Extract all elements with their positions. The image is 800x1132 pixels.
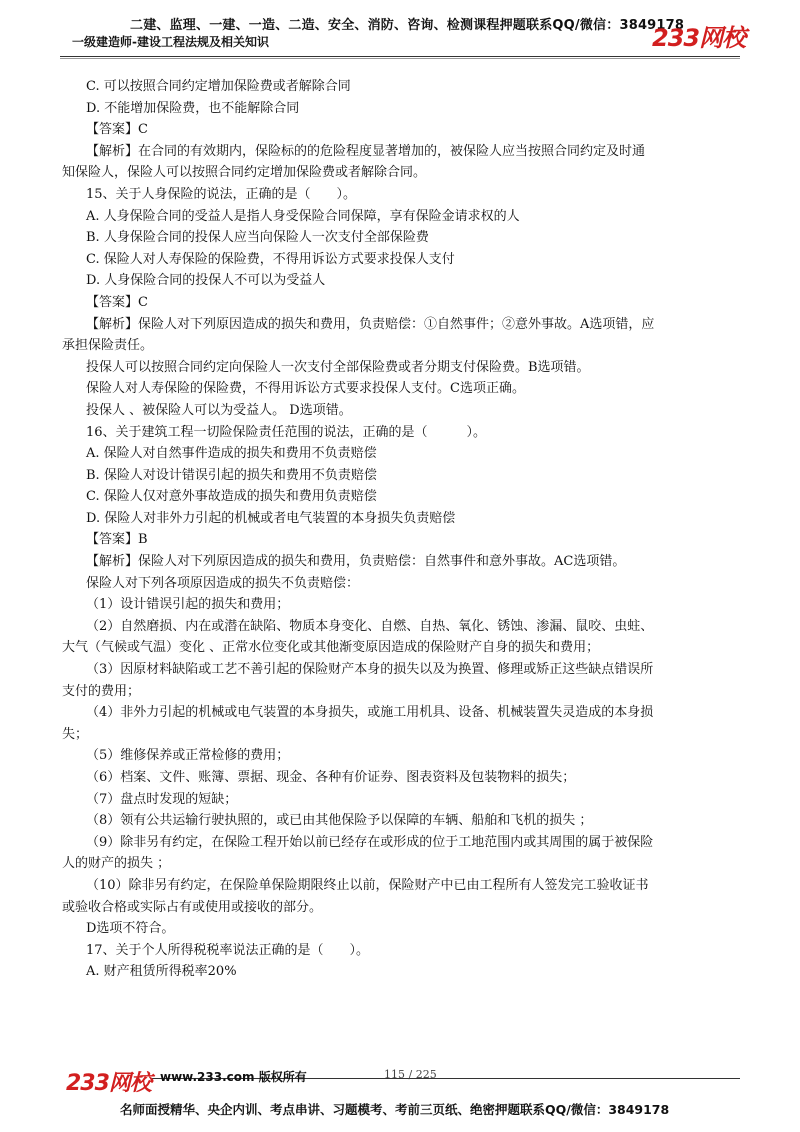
text-line: （7）盘点时发现的短缺； [86, 791, 238, 807]
text-line: D. 人身保险合同的投保人不可以为受益人 [86, 273, 326, 289]
text-line: 【答案】C [86, 294, 148, 310]
footer-promo: 名师面授精华、央企内训、考点串讲、习题模考、考前三页纸、绝密押题联系QQ/微信：3849178 [120, 1102, 670, 1117]
text-line: 保险人对人寿保险的保险费，不得用诉讼方式要求投保人支付。C选项正确。 [86, 381, 525, 397]
text-line: D选项不符合。 [86, 921, 175, 937]
text-line: 【答案】C [86, 122, 148, 138]
text-line: 15、关于人身保险的说法，正确的是（ ）。 [86, 186, 357, 202]
text-line: （4）非外力引起的机械或电气装置的本身损失，或施工用机具、设备、机械装置失灵造成的本身损 [86, 705, 654, 721]
text-line: （2）自然磨损、内在或潜在缺陷、物质本身变化、自燃、自热、氧化、锈蚀、渗漏、鼠咬、虫蛀、 [86, 618, 654, 634]
text-line: 【解析】在合同的有效期内，保险标的的危险程度显著增加的，被保险人应当按照合同约定及时通 [86, 143, 646, 159]
text-line: （8）领有公共运输行驶执照的，或已由其他保险予以保障的车辆、船舶和飞机的损失 ； [86, 813, 593, 829]
text-line: 【答案】B [86, 532, 148, 548]
text-line: 支付的费用； [62, 683, 141, 699]
text-line: 大气（气候或气温）变化 、正常水位变化或其他渐变原因造成的保险财产自身的损失和费用； [62, 640, 600, 656]
text-line: （5）维修保养或正常检修的费用； [86, 748, 290, 764]
text-line: C. 保险人仅对意外事故造成的损失和费用负责赔偿 [86, 489, 377, 505]
text-line: D. 不能增加保险费，也不能解除合同 [86, 100, 300, 116]
brand-logo: 233网校 [652, 24, 746, 52]
text-line: 【解析】保险人对下列原因造成的损失和费用，负责赔偿：①自然事件；②意外事故。A选项错，应 [86, 316, 655, 332]
text-line: 承担保险责任。 [62, 338, 154, 354]
text-line: 16、关于建筑工程一切险保险责任范围的说法，正确的是（ ）。 [86, 424, 487, 440]
text-line: A. 保险人对自然事件造成的损失和费用不负责赔偿 [86, 446, 377, 462]
text-line: （9）除非另有约定，在保险工程开始以前已经存在或形成的位于工地范围内或其周围的属于被保险 [86, 834, 654, 850]
header-divider-thin [60, 58, 740, 59]
text-line: 知保险人，保险人可以按照合同约定增加保险费或者解除合同。 [62, 165, 427, 181]
text-line: C. 可以按照合同约定增加保险费或者解除合同 [86, 79, 351, 94]
text-line: 17、关于个人所得税税率说法正确的是（ ）。 [86, 942, 370, 958]
text-line: A. 人身保险合同的受益人是指人身受保险合同保障，享有保险金请求权的人 [86, 208, 520, 224]
text-line: D. 保险人对非外力引起的机械或者电气装置的本身损失负责赔偿 [86, 510, 456, 526]
text-line: （1）设计错误引起的损失和费用； [86, 597, 290, 613]
text-line: （10）除非另有约定，在保险单保险期限终止以前，保险财产中已由工程所有人签发完工验收证书 [86, 877, 649, 893]
text-line: 或验收合格或实际占有或使用或接收的部分。 [62, 899, 323, 915]
document-body [62, 76, 746, 983]
footer-brand-logo: 233网校 [66, 1071, 151, 1096]
header-divider [60, 56, 740, 57]
header-promo: 二建、监理、一建、一造、二造、安全、消防、咨询、检测课程押题联系QQ/微信：3849178 [130, 18, 685, 33]
text-line: 保险人对下列各项原因造成的损失不负责赔偿： [86, 575, 360, 591]
text-line: B. 人身保险合同的投保人应当向保险人一次支付全部保险费 [86, 230, 429, 246]
text-line: 失； [62, 726, 89, 742]
header-subject: 一级建造师-建设工程法规及相关知识 [72, 35, 269, 49]
text-line: 【解析】保险人对下列原因造成的损失和费用，负责赔偿：自然事件和意外事故。AC选项错。 [86, 554, 626, 570]
text-line: B. 保险人对设计错误引起的损失和费用不负责赔偿 [86, 467, 377, 483]
text-line: （3）因原材料缺陷或工艺不善引起的保险财产本身的损失以及为换置、修理或矫正这些缺点错误所 [86, 662, 654, 678]
footer-site-copyright: www.233.com 版权所有 [160, 1070, 307, 1084]
page-number: 115 / 225 [384, 1068, 437, 1081]
text-line: 投保人 、被保险人可以为受益人。 D选项错。 [86, 402, 352, 418]
text-line: 人的财产的损失 ； [62, 856, 171, 872]
text-line: 投保人可以按照合同约定向保险人一次支付全部保险费或者分期支付保险费。B选项错。 [86, 359, 590, 375]
text-line: C. 保险人对人寿保险的保险费，不得用诉讼方式要求投保人支付 [86, 251, 455, 267]
text-line: （6）档案、文件、账簿、票据、现金、各种有价证券、图表资料及包装物料的损失； [86, 770, 576, 785]
text-line: A. 财产租赁所得税率20% [86, 964, 237, 980]
